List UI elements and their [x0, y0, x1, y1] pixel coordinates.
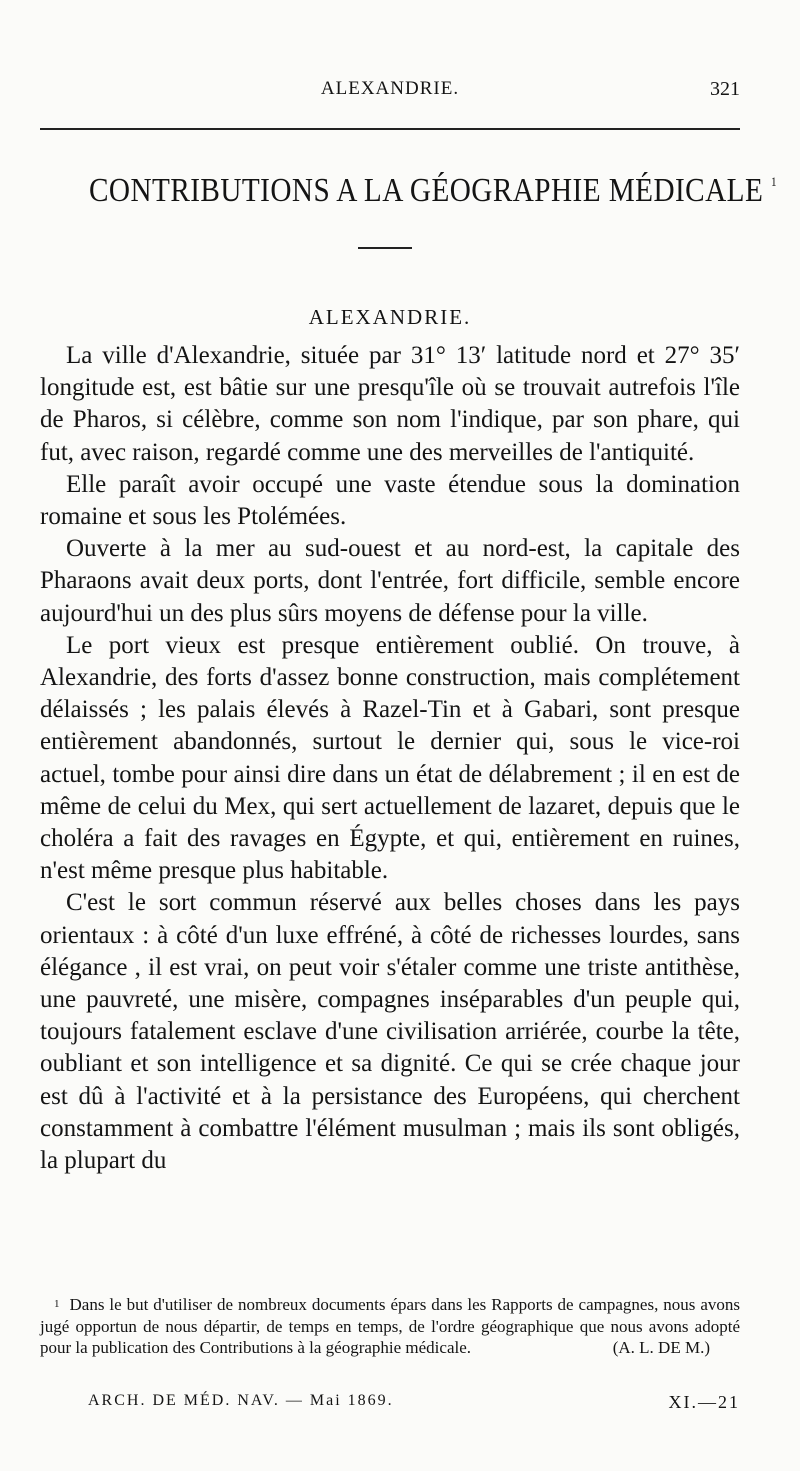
- footnote: [40, 1294, 740, 1359]
- paragraph: C'est le sort commun réservé aux belles choses dans les pays orientaux : à côté d'un luxe effréné, à côté de richesses lourdes, sans élégance , il est vrai, on peut voir s'étaler comme une triste antithèse, une pauvreté, une misère, compagnes inséparables d'un peuple qui, toujours fatalement esclave d'une civilisation arriérée, courbe la tête, oubliant et son intelligence et sa dignité. Ce qui se crée chaque jour est dû à l'activité et à la persistance des Européens, qui cherchent constamment à combattre l'élément musulman ; mais ils sont obligés, la plupart du: [40, 889, 740, 1175]
- page-footer: [88, 1392, 740, 1418]
- paragraph: La ville d'Alexandrie, située par 31° 13′ latitude nord et 27° 35′ longitude est, est bâtie sur une presqu'île où se trouvait autrefois l'île de Pharos, si célèbre, comme son nom l'indique, par son phare, qui fut, avec raison, regardé comme une des merveilles de l'antiquité.: [40, 342, 740, 466]
- paragraph: Ouverte à la mer au sud-ouest et au nord-est, la capitale des Pharaons avait deux ports, dont l'entrée, fort difficile, semble encore aujourd'hui un des plus sûrs moyens de défense pour la ville.: [40, 535, 740, 627]
- section-title: ALEXANDRIE.: [308, 305, 472, 329]
- header-rule: [40, 128, 740, 130]
- footnote-signature: (A. L. DE M.): [612, 1338, 710, 1357]
- running-title: ALEXANDRIE.: [320, 78, 460, 99]
- article-title: [89, 172, 777, 210]
- page-number: 321: [710, 78, 740, 100]
- journal-reference: ARCH. DE MÉD. NAV. — Mai 1869.: [88, 1392, 394, 1409]
- title-footnote-mark: 1: [770, 174, 777, 189]
- title-divider: [358, 247, 412, 249]
- running-head: [40, 78, 740, 108]
- paragraph: Le port vieux est presque entièrement oublié. On trouve, à Alexandrie, des forts d'assez bonne construction, mais complétement délaissés ; les palais élevés à Razel-Tin et à Gabari, sont presque entièrement abandonnés, surtout le dernier qui, sous le vice-roi actuel, tombe pour ainsi dire dans un état de délabrement ; il en est de même de celui du Mex, qui sert actuellement de lazaret, depuis que le choléra a fait des ravages en Égypte, et qui, entièrement en ruines, n'est même presque plus habitable.: [40, 631, 740, 885]
- article-title-text: CONTRIBUTIONS A LA GÉOGRAPHIE MÉDICALE: [89, 172, 764, 209]
- footnote-text: Dans le but d'utiliser de nombreux documents épars dans les Rapports de campagnes, nous avons jugé opportun de nous départir, de temps en temps, de l'ordre géographique que nous avons adopté pour la publication des Contributions à la géographie médicale.: [40, 1295, 740, 1357]
- paragraph: Elle paraît avoir occupé une vaste étendue sous la domination romaine et sous les Ptolémées.: [40, 470, 740, 531]
- signature-mark: XI.—21: [668, 1392, 740, 1412]
- footnote-mark: 1: [54, 1298, 60, 1310]
- body-text: [40, 340, 740, 1177]
